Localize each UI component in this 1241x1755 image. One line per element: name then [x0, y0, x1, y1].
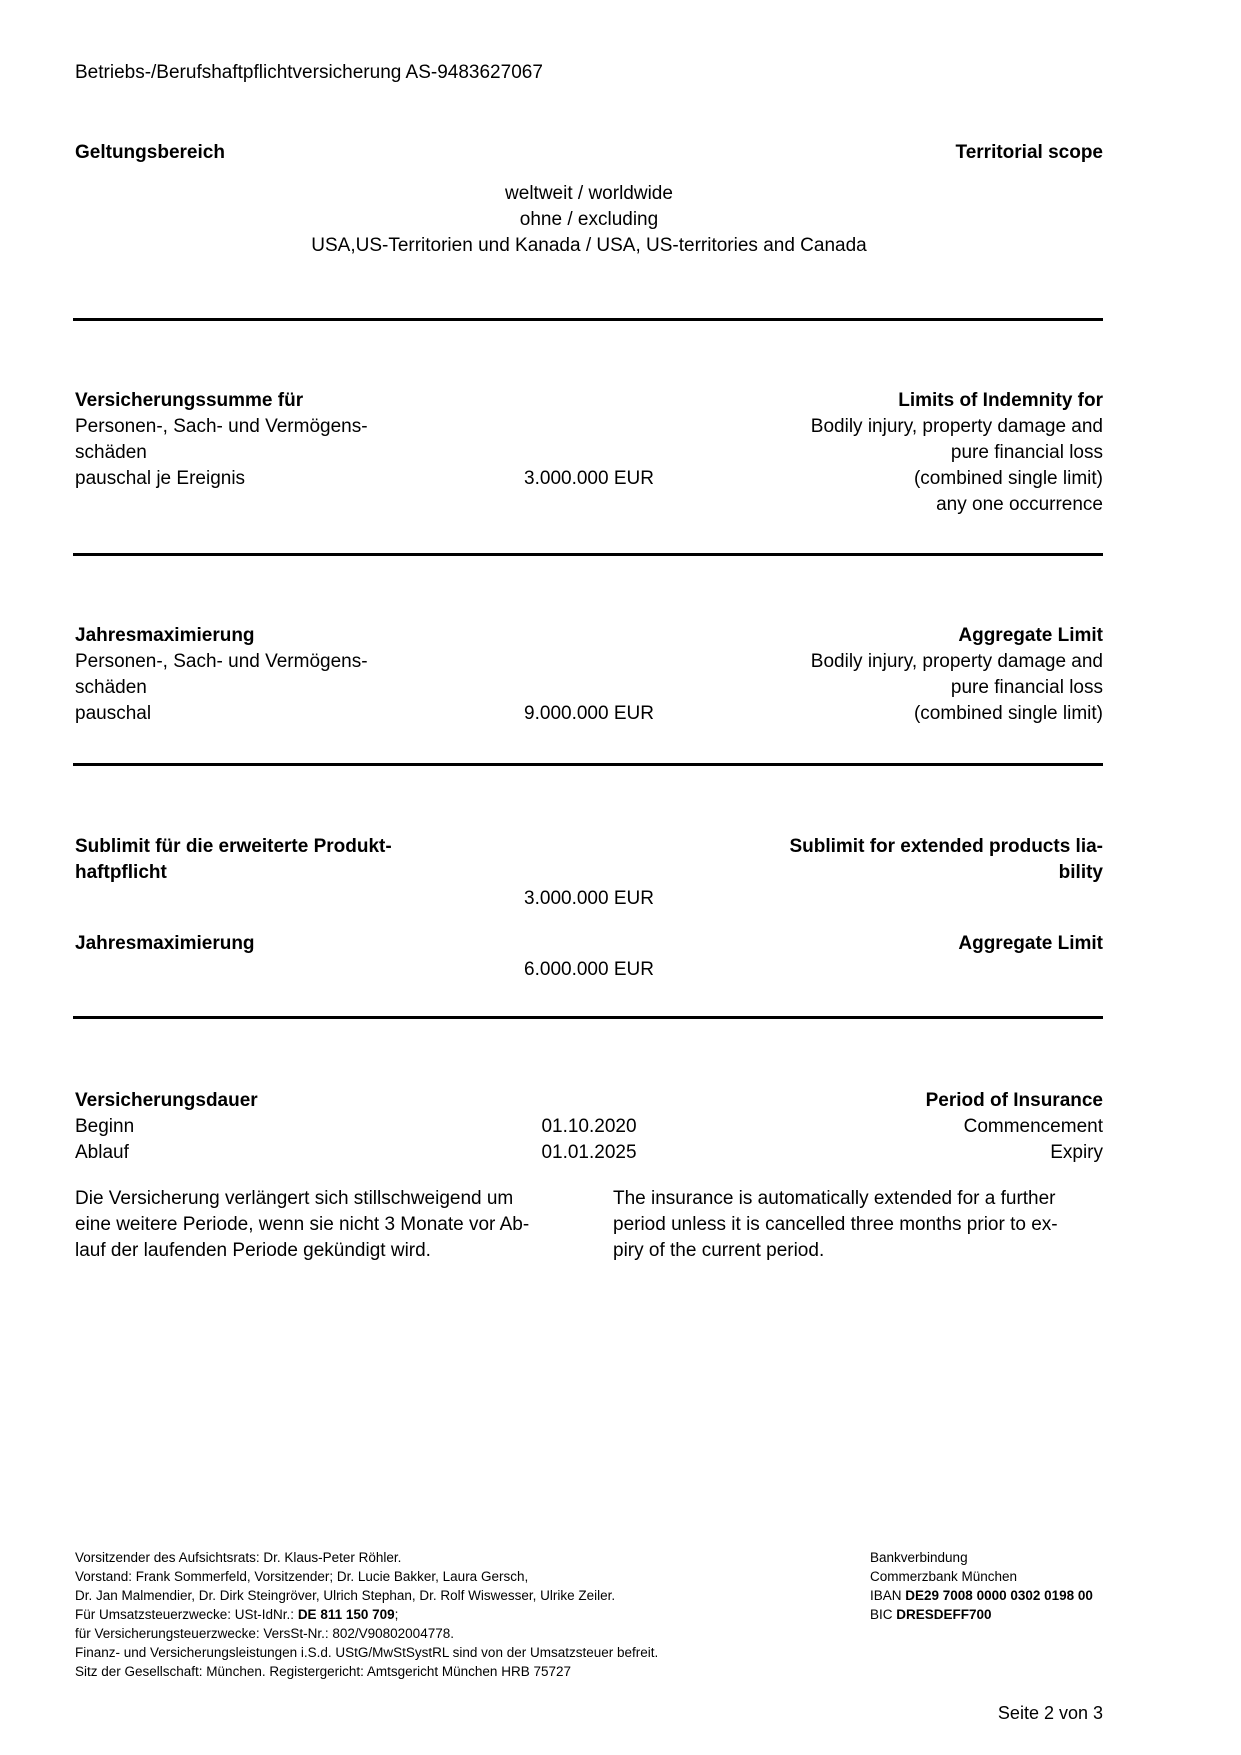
- iban-label: IBAN: [870, 1588, 906, 1603]
- note-de-line: lauf der laufenden Periode gekündigt wird.: [75, 1240, 431, 1261]
- period-heading-spacer: [475, 1088, 703, 1114]
- footer-line-exemption: Finanz- und Versicherungsleistungen i.S.d. UStG/MwStSystRL sind von der Umsatzsteuer befreit.: [75, 1645, 659, 1660]
- footer-line-board-2: Dr. Jan Malmendier, Dr. Dirk Steingröver, Ulrich Stephan, Dr. Rolf Wiswesser, Ulrike Zeiler.: [75, 1588, 616, 1603]
- renewal-note-english: [613, 1186, 1103, 1264]
- sublimit-aggregate-amount-column: [475, 931, 703, 983]
- bank-name: Commerzbank München: [870, 1569, 1018, 1584]
- section-territorial-scope: [75, 140, 1103, 259]
- scope-line-worldwide: weltweit / worldwide: [505, 183, 673, 204]
- page-number: Seite 2 von 3: [997, 1703, 1103, 1723]
- aggregate-german-column: [75, 623, 475, 727]
- aggregate-amount-column: [475, 623, 703, 727]
- note-de-line: eine weitere Periode, wenn sie nicht 3 Monate vor Ab-: [75, 1214, 530, 1235]
- heading-jahresmaximierung: Jahresmaximierung: [75, 625, 255, 646]
- footer-line-registry: Sitz der Gesellschaft: München. Registergericht: Amtsgericht München HRB 75727: [75, 1664, 571, 1679]
- limits-de-line: Personen-, Sach- und Vermögens-: [75, 416, 368, 437]
- footer-legal-column: [75, 1548, 870, 1681]
- section-divider: [73, 763, 1103, 766]
- bank-iban-line: [870, 1586, 1103, 1605]
- iban-value: DE29 7008 0000 0302 0198 00: [905, 1588, 1093, 1603]
- section-divider: [73, 553, 1103, 556]
- note-en-line: The insurance is automatically extended for a further: [613, 1188, 1056, 1209]
- section-divider: [73, 318, 1103, 321]
- heading-geltungsbereich: Geltungsbereich: [75, 142, 225, 163]
- period-label-expiry: Expiry: [1050, 1142, 1103, 1163]
- heading-sublimit-jahresmaximierung: Jahresmaximierung: [75, 933, 255, 954]
- limits-de-line: schäden: [75, 442, 147, 463]
- limits-english-column: [703, 388, 1103, 518]
- aggregate-amount: 9.000.000 EUR: [524, 703, 654, 724]
- section-renewal-notes: [75, 1186, 1103, 1264]
- heading-territorial-scope: Territorial scope: [955, 142, 1103, 163]
- scope-line-excluding: ohne / excluding: [519, 209, 659, 230]
- sublimit-german-column: [75, 834, 475, 912]
- limits-en-line: pure financial loss: [950, 442, 1103, 463]
- section-limits-of-indemnity: [75, 388, 1103, 518]
- heading-versicherungsdauer: Versicherungsdauer: [75, 1090, 258, 1111]
- footer-line-insurance-tax: für Versicherungsteuerzwecke: VersSt-Nr.: 802/V90802004778.: [75, 1626, 454, 1641]
- footer-line-board-1: Vorstand: Frank Sommerfeld, Vorsitzender; Dr. Lucie Bakker, Laura Gersch,: [75, 1569, 529, 1584]
- sublimit-amount-column: [475, 834, 703, 912]
- aggregate-english-column: [703, 623, 1103, 727]
- limits-en-line: (combined single limit): [913, 468, 1103, 489]
- heading-versicherungssumme: Versicherungssumme für: [75, 390, 304, 411]
- period-label-ablauf: Ablauf: [75, 1142, 129, 1163]
- heading-aggregate-limit: Aggregate Limit: [958, 625, 1103, 646]
- heading-sublimit-aggregate-limit: Aggregate Limit: [958, 933, 1103, 954]
- bic-value: DRESDEFF700: [896, 1607, 992, 1622]
- section-divider: [73, 1016, 1103, 1019]
- renewal-note-german: [75, 1186, 613, 1264]
- aggregate-de-line: Personen-, Sach- und Vermögens-: [75, 651, 368, 672]
- aggregate-de-line: pauschal: [75, 703, 152, 724]
- aggregate-en-line: (combined single limit): [913, 703, 1103, 724]
- vat-prefix: Für Umsatzsteuerzwecke: USt-IdNr.:: [75, 1607, 298, 1622]
- heading-sublimit-de: Sublimit für die erweiterte Produkt-: [75, 836, 392, 857]
- limits-amount: 3.000.000 EUR: [524, 468, 654, 489]
- period-row-expiry: [75, 1140, 1103, 1166]
- heading-sublimit-de: haftpflicht: [75, 862, 167, 883]
- territorial-scope-heading-row: [75, 140, 1103, 166]
- period-heading-row: [75, 1088, 1103, 1114]
- period-label-beginn: Beginn: [75, 1116, 135, 1137]
- sublimit-aggregate-row: [75, 931, 1103, 983]
- bank-bic-line: [870, 1605, 1103, 1624]
- aggregate-en-line: pure financial loss: [950, 677, 1103, 698]
- sublimit-amount: 3.000.000 EUR: [524, 888, 654, 909]
- footer-bank-column: [870, 1548, 1103, 1681]
- document-reference: Betriebs-/Berufshaftpflichtversicherung AS-9483627067: [75, 62, 543, 83]
- scope-line-exclusions: USA,US-Territorien und Kanada / USA, US-territories and Canada: [311, 235, 867, 256]
- section-period-of-insurance: [75, 1088, 1103, 1166]
- heading-period-of-insurance: Period of Insurance: [925, 1090, 1103, 1111]
- territorial-scope-values: [75, 181, 1103, 259]
- sublimit-heading-row: [75, 834, 1103, 912]
- section-sublimit: [75, 834, 1103, 983]
- sublimit-aggregate-amount: 6.000.000 EUR: [524, 959, 654, 980]
- note-en-line: period unless it is cancelled three months prior to ex-: [613, 1214, 1058, 1235]
- limits-de-line: pauschal je Ereignis: [75, 468, 246, 489]
- note-en-line: piry of the current period.: [613, 1240, 825, 1261]
- heading-sublimit-en: bility: [1058, 862, 1103, 883]
- period-date-commencement: 01.10.2020: [541, 1116, 637, 1137]
- vat-id: DE 811 150 709: [297, 1607, 395, 1622]
- bic-label: BIC: [870, 1607, 897, 1622]
- sublimit-english-column: [703, 834, 1103, 912]
- period-label-commencement: Commencement: [963, 1116, 1103, 1137]
- bank-heading: Bankverbindung: [870, 1550, 968, 1565]
- aggregate-de-line: schäden: [75, 677, 147, 698]
- section-aggregate-limit: [75, 623, 1103, 727]
- heading-sublimit-en: Sublimit for extended products lia-: [789, 836, 1103, 857]
- footer-line-supervisory-board: Vorsitzender des Aufsichtsrats: Dr. Klaus-Peter Röhler.: [75, 1550, 402, 1565]
- aggregate-en-line: Bodily injury, property damage and: [810, 651, 1103, 672]
- footer-line-vat: [75, 1605, 870, 1624]
- period-row-commencement: [75, 1114, 1103, 1140]
- limits-en-line: Bodily injury, property damage and: [810, 416, 1103, 437]
- period-date-expiry: 01.01.2025: [541, 1142, 637, 1163]
- note-de-line: Die Versicherung verlängert sich stillschweigend um: [75, 1188, 514, 1209]
- heading-limits-of-indemnity: Limits of Indemnity for: [898, 390, 1103, 411]
- page-footer: [75, 1548, 1103, 1681]
- limits-german-column: [75, 388, 475, 518]
- limits-en-line: any one occurrence: [936, 494, 1103, 515]
- limits-amount-column: [475, 388, 703, 518]
- vat-suffix: ;: [394, 1607, 399, 1622]
